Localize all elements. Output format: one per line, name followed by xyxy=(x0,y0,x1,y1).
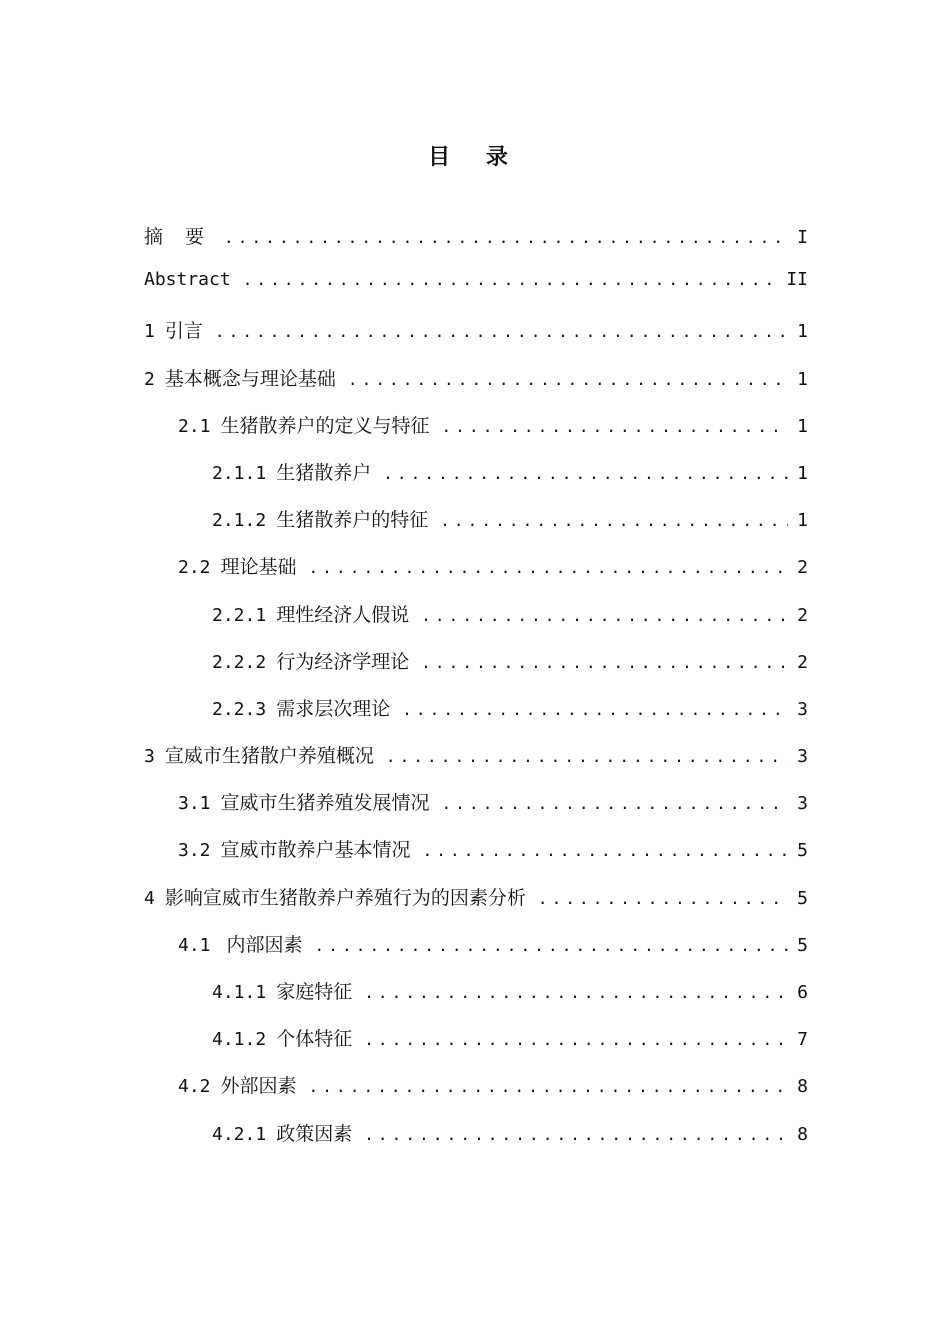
toc-entry-label xyxy=(144,364,336,391)
toc-entry-page: 2 xyxy=(797,604,808,626)
toc-entry-text: 宣威市生猪散户养殖概况 xyxy=(164,745,374,768)
toc-entry-label xyxy=(178,552,297,579)
toc-entry-page: 1 xyxy=(797,415,808,437)
toc-entry-text: Abstract xyxy=(144,269,231,291)
toc-entry-number: 2.1.2 xyxy=(212,510,267,532)
toc-entry[interactable] xyxy=(144,741,808,788)
toc-entry-number: 2.1.1 xyxy=(212,462,267,484)
toc-entry-page: 2 xyxy=(797,557,808,579)
toc-title: 目 录 xyxy=(428,145,522,170)
toc-entry-label xyxy=(144,316,203,343)
toc-entry-number: 2.1 xyxy=(178,415,211,437)
toc-entry-page: II xyxy=(786,269,808,291)
toc-entry-label xyxy=(178,411,430,438)
toc-entry[interactable] xyxy=(144,411,808,458)
toc-leader-dots xyxy=(364,983,788,1002)
toc-leader-dots xyxy=(442,794,788,813)
toc-leader-dots xyxy=(440,511,788,530)
toc-entry[interactable] xyxy=(144,364,808,411)
toc-entry-text: 影响宣威市生猪散养户养殖行为的因素分析 xyxy=(164,886,526,909)
toc-entry-number: 2.2.3 xyxy=(212,698,267,720)
toc-entry-page: 1 xyxy=(797,368,808,390)
toc-entry-page: 2 xyxy=(797,651,808,673)
toc-entry-label xyxy=(212,458,371,485)
toc-leader-dots xyxy=(243,270,779,289)
toc-entry-text: 宣威市生猪养殖发展情况 xyxy=(220,792,430,815)
toc-entry-label xyxy=(144,741,374,768)
toc-leader-dots xyxy=(402,700,788,719)
toc-entry-page: 5 xyxy=(797,840,808,862)
toc-entry[interactable] xyxy=(144,883,808,930)
toc-entry-number: 4.2 xyxy=(178,1076,211,1098)
toc-leader-dots xyxy=(423,841,788,860)
toc-entry-page: I xyxy=(797,227,808,248)
toc-entry-label xyxy=(212,647,409,674)
toc-entry-page: 1 xyxy=(797,462,808,484)
toc-entry[interactable] xyxy=(144,1119,808,1166)
toc-entry-page: 3 xyxy=(797,698,808,720)
toc-entry-label xyxy=(178,835,411,862)
toc-entry-number: 2.2.1 xyxy=(212,604,267,626)
toc-entry[interactable] xyxy=(144,835,808,882)
toc-leader-dots xyxy=(309,1077,788,1096)
toc-leader-dots xyxy=(348,370,788,389)
toc-entry-text: 外部因素 xyxy=(220,1075,297,1098)
toc-entry-text: 理论基础 xyxy=(220,556,297,579)
toc-entry-label xyxy=(212,977,352,1004)
toc-entry-number: 2.2.2 xyxy=(212,651,267,673)
toc-entry-label xyxy=(212,694,390,721)
toc-entry[interactable] xyxy=(144,977,808,1024)
toc-entry-number: 4.1 xyxy=(178,934,211,956)
toc-entry[interactable] xyxy=(144,458,808,505)
toc-leader-dots xyxy=(224,228,788,247)
toc-entry-text: 生猪散养户的定义与特征 xyxy=(220,414,430,437)
toc-entry[interactable] xyxy=(144,222,808,269)
toc-entry-number: 3 xyxy=(144,746,155,768)
toc-leader-dots xyxy=(538,889,788,908)
toc-entry-text: 理性经济人假说 xyxy=(276,603,410,626)
toc-entry[interactable] xyxy=(144,505,808,552)
toc-entry[interactable] xyxy=(144,1071,808,1118)
toc-entry-number: 1 xyxy=(144,321,155,343)
toc-entry-label xyxy=(144,883,526,910)
toc-leader-dots xyxy=(364,1125,788,1144)
toc-entry-label xyxy=(212,1119,352,1146)
toc-entry-text: 内部因素 xyxy=(226,933,303,956)
toc-entry-text: 宣威市散养户基本情况 xyxy=(220,839,411,862)
toc-entry-text: 行为经济学理论 xyxy=(276,650,410,673)
toc-entry-label xyxy=(212,600,409,627)
toc-leader-dots xyxy=(315,936,788,955)
toc-entry-number: 2 xyxy=(144,368,155,390)
toc-entry[interactable] xyxy=(144,694,808,741)
toc-leader-dots xyxy=(383,464,788,483)
toc-entry-label xyxy=(144,269,231,290)
toc-entry-page: 5 xyxy=(797,934,808,956)
toc-entry-page: 7 xyxy=(797,1029,808,1051)
toc-entry-page: 8 xyxy=(797,1076,808,1098)
toc-entry-text: 个体特征 xyxy=(276,1028,353,1051)
toc-leader-dots xyxy=(364,1030,788,1049)
toc-entry-number: 3.1 xyxy=(178,793,211,815)
toc-entry-page: 1 xyxy=(797,321,808,343)
toc-entry-label xyxy=(178,930,303,957)
toc-entry-number: 4.2.1 xyxy=(212,1123,267,1145)
toc-entry-page: 3 xyxy=(797,746,808,768)
toc-entry[interactable] xyxy=(144,1024,808,1071)
toc-entry-page: 3 xyxy=(797,793,808,815)
toc-leader-dots xyxy=(386,747,788,766)
toc-leader-dots xyxy=(421,653,788,672)
toc-leader-dots xyxy=(421,606,788,625)
toc-entry[interactable] xyxy=(144,600,808,647)
toc-entry-label xyxy=(212,505,428,532)
toc-entry-text: 基本概念与理论基础 xyxy=(164,367,336,390)
toc-entry-text: 引言 xyxy=(164,320,203,343)
toc-entry-label xyxy=(178,1071,297,1098)
toc-entry[interactable] xyxy=(144,269,808,316)
toc-entry[interactable] xyxy=(144,552,808,599)
toc-entry-text: 政策因素 xyxy=(276,1122,353,1145)
toc-entry-number: 3.2 xyxy=(178,840,211,862)
toc-entry[interactable] xyxy=(144,647,808,694)
toc-entry-number: 4 xyxy=(144,887,155,909)
toc-entry[interactable] xyxy=(144,788,808,835)
toc-entry-page: 1 xyxy=(797,510,808,532)
toc-list xyxy=(144,222,808,1166)
toc-entry-number: 4.1.2 xyxy=(212,1029,267,1051)
toc-entry[interactable] xyxy=(144,316,808,363)
toc-entry-label xyxy=(212,1024,352,1051)
toc-entry-page: 5 xyxy=(797,887,808,909)
toc-entry-text: 生猪散养户 xyxy=(276,461,372,484)
toc-entry-number: 4.1.1 xyxy=(212,982,267,1003)
toc-entry[interactable] xyxy=(144,930,808,977)
toc-entry-page: 6 xyxy=(797,982,808,1003)
toc-leader-dots xyxy=(442,417,788,436)
toc-entry-text: 家庭特征 xyxy=(276,981,353,1003)
toc-entry-label xyxy=(144,222,212,249)
toc-entry-text: 需求层次理论 xyxy=(276,697,391,720)
toc-entry-text: 生猪散养户的特征 xyxy=(276,509,429,532)
toc-entry-page: 8 xyxy=(797,1123,808,1145)
toc-entry-number: 2.2 xyxy=(178,557,211,579)
toc-leader-dots xyxy=(309,558,788,577)
toc-entry-text: 摘 要 xyxy=(144,226,213,248)
toc-leader-dots xyxy=(215,322,788,341)
toc-entry-label xyxy=(178,788,430,815)
